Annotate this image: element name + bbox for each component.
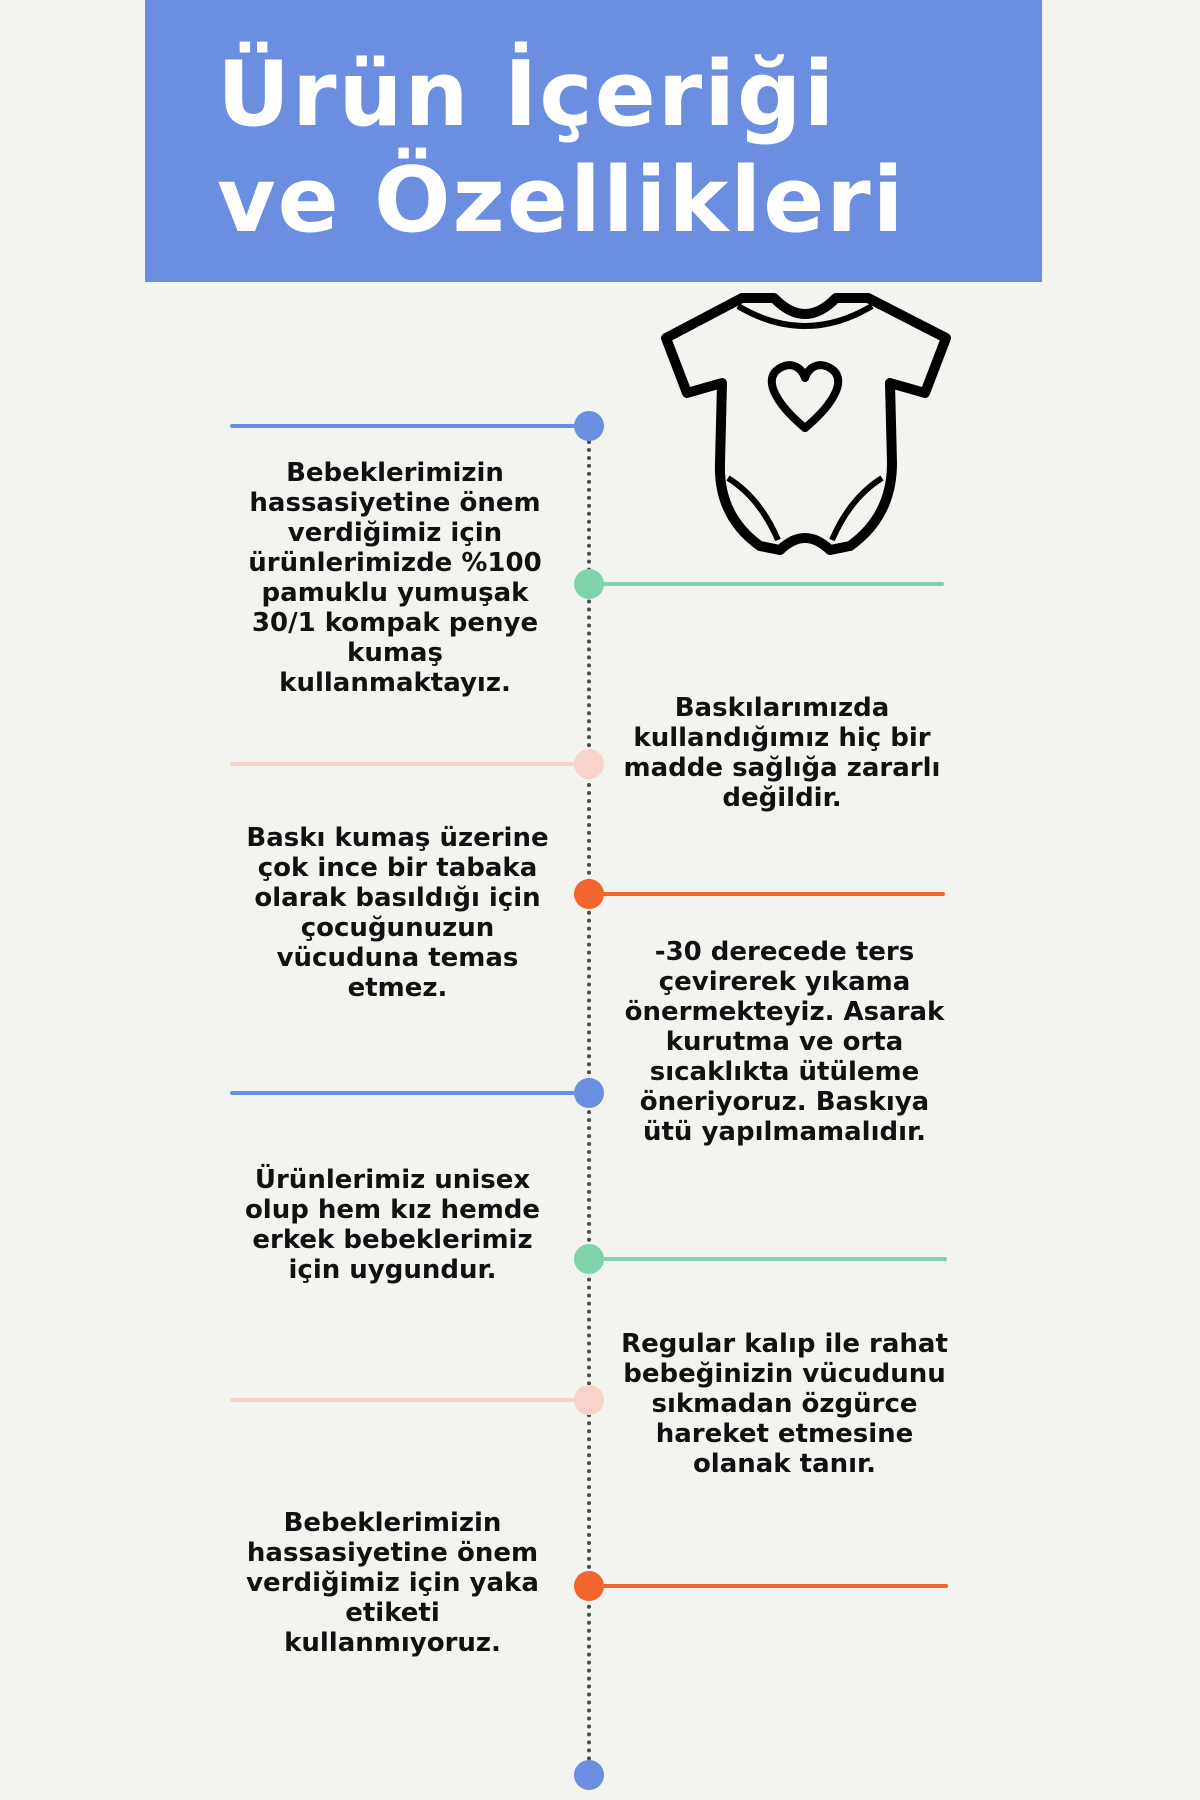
timeline-line-3 (230, 762, 575, 766)
timeline-text-4: -30 derecede ters çevirerek yıkama önermekteyiz. Asarak kurutma ve orta sıcaklıkta ütüleme öneriyoruz. Baskıya ütü yapılmamalıdır. (624, 937, 945, 1147)
timeline-dot-6 (574, 1244, 604, 1274)
timeline-dot-2 (574, 569, 604, 599)
timeline-dot-1 (574, 411, 604, 441)
timeline-text-3: Baskı kumaş üzerine çok ince bir tabaka olarak basıldığı için çocuğunuzun vücuduna temas etmez. (246, 823, 549, 1003)
title-line-1: Ürün İçeriği (217, 42, 837, 147)
page-title (217, 42, 906, 254)
timeline-dot-4 (574, 879, 604, 909)
timeline-text-1: Bebeklerimizin hassasiyetine önem verdiğimiz için ürünlerimizde %100 pamuklu yumuşak 30/1 kompak penye kumaş kullanmaktayız. (248, 458, 542, 698)
title-line-2: ve Özellikleri (217, 148, 906, 253)
timeline-line-7 (230, 1398, 575, 1402)
timeline-line-8 (602, 1584, 948, 1588)
timeline-dot-5 (574, 1078, 604, 1108)
timeline-line-5 (230, 1091, 575, 1095)
timeline-line-6 (602, 1257, 947, 1261)
timeline-line-1 (230, 424, 575, 428)
timeline-text-7: Bebeklerimizin hassasiyetine önem verdiğimiz için yaka etiketi kullanmıyoruz. (246, 1508, 539, 1658)
timeline-dot-end (574, 1760, 604, 1790)
baby-onesie-icon (650, 288, 960, 568)
header-banner (145, 0, 1042, 282)
timeline-dot-7 (574, 1385, 604, 1415)
timeline-line-4 (602, 892, 945, 896)
timeline-text-2: Baskılarımızda kullandığımız hiç bir madde sağlığa zararlı değildir. (623, 693, 941, 813)
timeline-dot-8 (574, 1571, 604, 1601)
timeline-text-6: Regular kalıp ile rahat bebeğinizin vücudunu sıkmadan özgürce hareket etmesine olanak tanır. (621, 1329, 948, 1479)
timeline-text-5: Ürünlerimiz unisex olup hem kız hemde erkek bebeklerimiz için uygundur. (244, 1165, 541, 1285)
timeline-dot-3 (574, 749, 604, 779)
timeline-line-2 (602, 582, 944, 586)
